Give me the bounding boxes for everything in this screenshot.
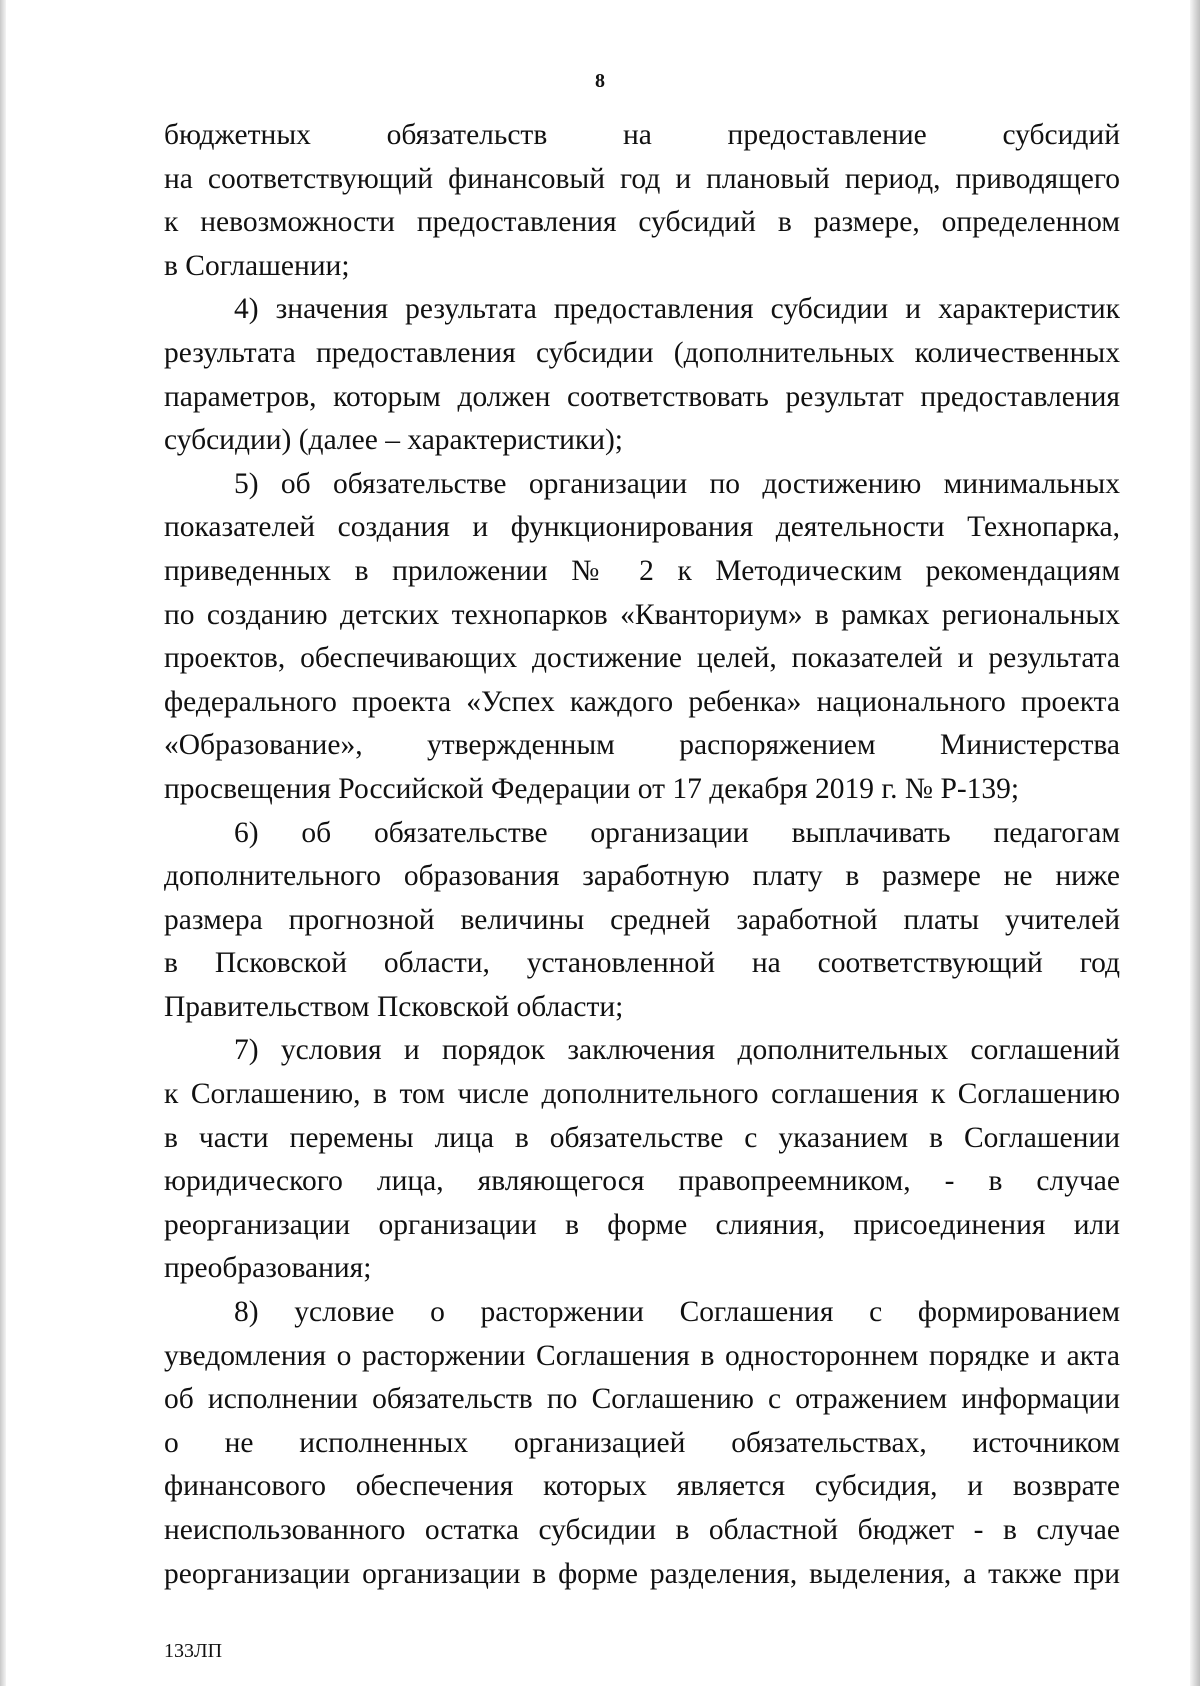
text-line: к невозможности предоставления субсидий в размере, определенном bbox=[164, 206, 1120, 239]
text-line: результата предоставления субсидии (дополнительных количественных bbox=[164, 336, 1120, 369]
scan-edge-left bbox=[0, 0, 6, 1686]
text-line: на соответствующий финансовый год и плановый период, приводящего bbox=[164, 162, 1120, 195]
text-line: просвещения Российской Федерации от 17 декабря 2019 г. № Р-139; bbox=[164, 772, 1020, 805]
paragraph-item-4 bbox=[164, 288, 1120, 462]
text-line: размера прогнозной величины средней заработной платы учителей bbox=[164, 903, 1120, 936]
footer-document-code: 133ЛП bbox=[164, 1640, 223, 1662]
text-line: финансового обеспечения которых является субсидия, и возврате bbox=[164, 1470, 1120, 1503]
text-line: об исполнении обязательств по Соглашению с отражением информации bbox=[164, 1383, 1120, 1416]
text-line: в Псковской области, установленной на соответствующий год bbox=[164, 947, 1120, 980]
text-line: юридического лица, являющегося правопреемником, - в случае bbox=[164, 1165, 1120, 1198]
text-line: параметров, которым должен соответствовать результат предоставления bbox=[164, 380, 1120, 413]
paragraph-item-6 bbox=[164, 812, 1120, 1030]
text-line: «Образование», утвержденным распоряжением Министерства bbox=[164, 729, 1120, 762]
text-line: уведомления о расторжении Соглашения в одностороннем порядке и акта bbox=[164, 1339, 1120, 1372]
text-line: реорганизации организации в форме разделения, выделения, а также при bbox=[164, 1557, 1120, 1590]
paragraph-item-8 bbox=[164, 1291, 1120, 1596]
paragraph-continuation bbox=[164, 114, 1120, 288]
text-line: 8) условие о расторжении Соглашения с формированием bbox=[234, 1296, 1120, 1329]
text-line: реорганизации организации в форме слияния, присоединения или bbox=[164, 1208, 1120, 1241]
page-number: 8 bbox=[595, 70, 605, 92]
text-line: субсидии) (далее – характеристики); bbox=[164, 424, 624, 457]
text-line: федерального проекта «Успех каждого ребенка» национального проекта bbox=[164, 685, 1120, 718]
text-line: дополнительного образования заработную плату в размере не ниже bbox=[164, 860, 1120, 893]
text-line: в части перемены лица в обязательстве с указанием в Соглашении bbox=[164, 1121, 1120, 1154]
paragraph-item-5 bbox=[164, 463, 1120, 812]
text-line: о не исполненных организацией обязательствах, источником bbox=[164, 1426, 1120, 1459]
text-line: 6) об обязательстве организации выплачивать педагогам bbox=[234, 816, 1120, 849]
text-line: проектов, обеспечивающих достижение целей, показателей и результата bbox=[164, 642, 1120, 675]
text-line: в Соглашении; bbox=[164, 249, 350, 282]
text-line: неиспользованного остатка субсидии в областной бюджет - в случае bbox=[164, 1514, 1120, 1546]
text-line: к Соглашению, в том числе дополнительного соглашения к Соглашению bbox=[164, 1078, 1120, 1111]
text-line: приведенных в приложении № 2 к Методическим рекомендациям bbox=[164, 554, 1120, 587]
text-line: 4) значения результата предоставления субсидии и характеристик bbox=[234, 293, 1120, 326]
text-line: 7) условия и порядок заключения дополнительных соглашений bbox=[234, 1034, 1120, 1067]
text-line: Правительством Псковской области; bbox=[164, 990, 624, 1023]
paragraph-item-7 bbox=[164, 1029, 1120, 1291]
text-line: 5) об обязательстве организации по достижению минимальных bbox=[234, 467, 1120, 500]
scan-edge-right bbox=[1190, 0, 1200, 1686]
text-line: показателей создания и функционирования деятельности Технопарка, bbox=[164, 511, 1120, 544]
text-line: преобразования; bbox=[164, 1252, 372, 1285]
text-line: по созданию детских технопарков «Кванториум» в рамках региональных bbox=[164, 598, 1120, 631]
document-body bbox=[164, 114, 1120, 1596]
text-line: бюджетных обязательств на предоставление субсидий bbox=[164, 119, 1120, 151]
